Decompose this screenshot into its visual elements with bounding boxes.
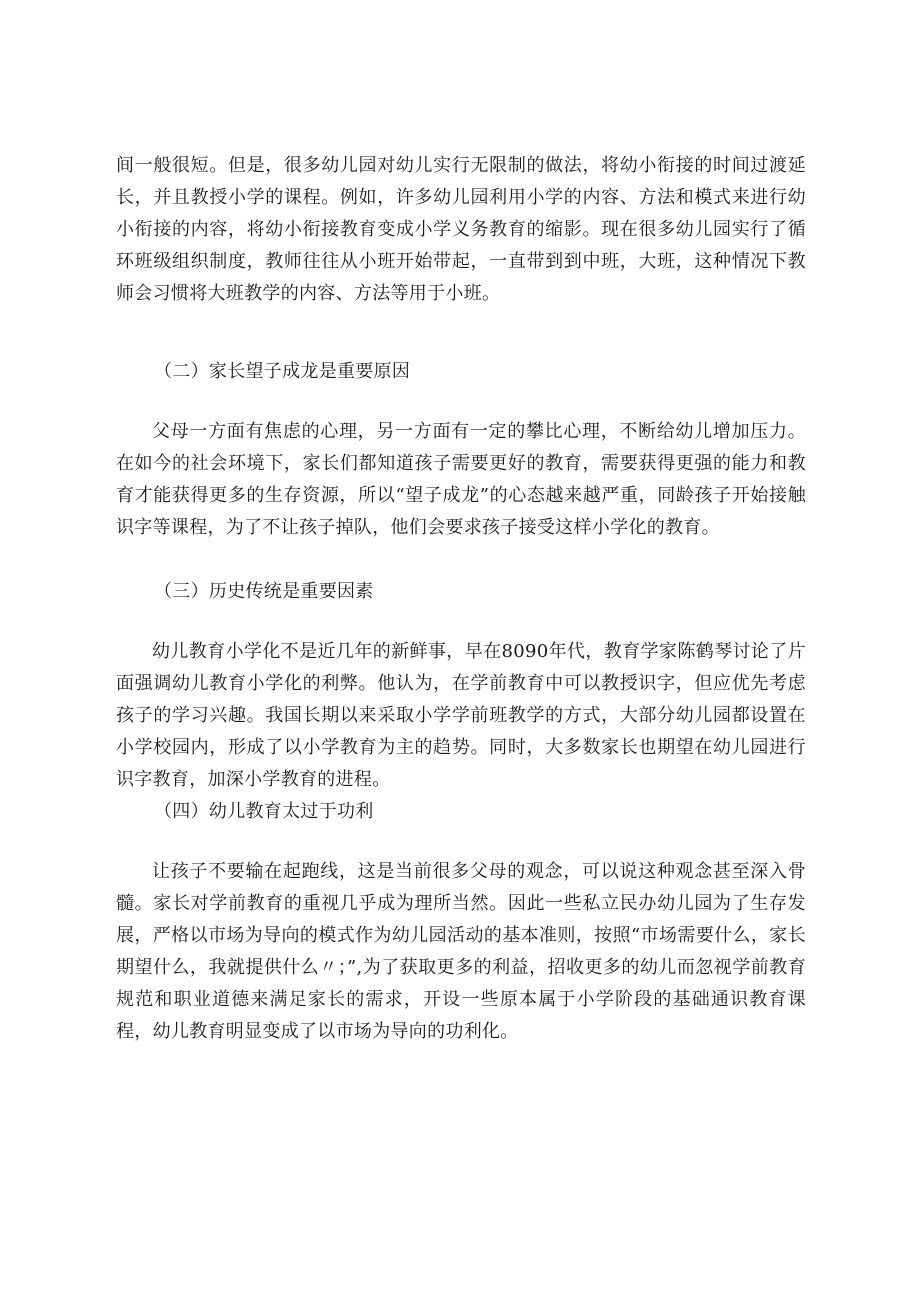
section-heading-3: （三）历史传统是重要因素 [154, 581, 374, 602]
paragraph-historical-tradition: 幼儿教育小学化不是近几年的新鲜事，早在8090年代，教育学家陈鹤琴讨论了片面强调幼儿教育小学化的利弊。他认为，在学前教育中可以教授识字，但应优先考虑孩子的学习兴趣。我国长期以来采取小学学前班教学的方式，大部分幼儿园都设置在小学校园内，形成了以小学教育为主的趋势。同时，大多数家长也期望在幼儿园进行识字教育，加深小学教育的进程。 [116, 641, 806, 790]
paragraph-parents-expectations: 父母一方面有焦虑的心理，另一方面有一定的攀比心理，不断给幼儿增加压力。在如今的社会环境下，家长们都知道孩子需要更好的教育，需要获得更强的能力和教育才能获得更多的生存资源，所以“望子成龙”的心态越来越严重，同龄孩子开始接触识字等课程，为了不让孩子掉队，他们会要求孩子接受这样小学化的教育。 [116, 421, 806, 538]
paragraph-utilitarian-education: 让孩子不要输在起跑线，这是当前很多父母的观念，可以说这种观念甚至深入骨髓。家长对学前教育的重视几乎成为理所当然。因此一些私立民办幼儿园为了生存发展，严格以市场为导向的模式作为幼儿园活动的基本准则，按照“市场需要什么，家长期望什么，我就提供什么〃；”,为了获取更多的利益，招收更多的幼儿而忽视学前教育规范和职业道德来满足家长的需求，开设一些原本属于小学阶段的基础通识教育课程，幼儿教育明显变成了以市场为导向的功利化。 [116, 861, 806, 1042]
section-heading-4: （四）幼儿教育太过于功利 [154, 801, 374, 822]
paragraph-continuation: 间一般很短。但是，很多幼儿园对幼儿实行无限制的做法，将幼小衔接的时间过渡延长，并且教授小学的课程。例如，许多幼儿园利用小学的内容、方法和模式来进行幼小衔接的内容，将幼小衔接教育变成小学义务教育的缩影。现在很多幼儿园实行了循环班级组织制度，教师往往从小班开始带起，一直带到到中班，大班，这种情况下教师会习惯将大班教学的内容、方法等用于小班。 [116, 155, 806, 304]
section-heading-2: （二）家长望子成龙是重要原因 [154, 361, 411, 382]
